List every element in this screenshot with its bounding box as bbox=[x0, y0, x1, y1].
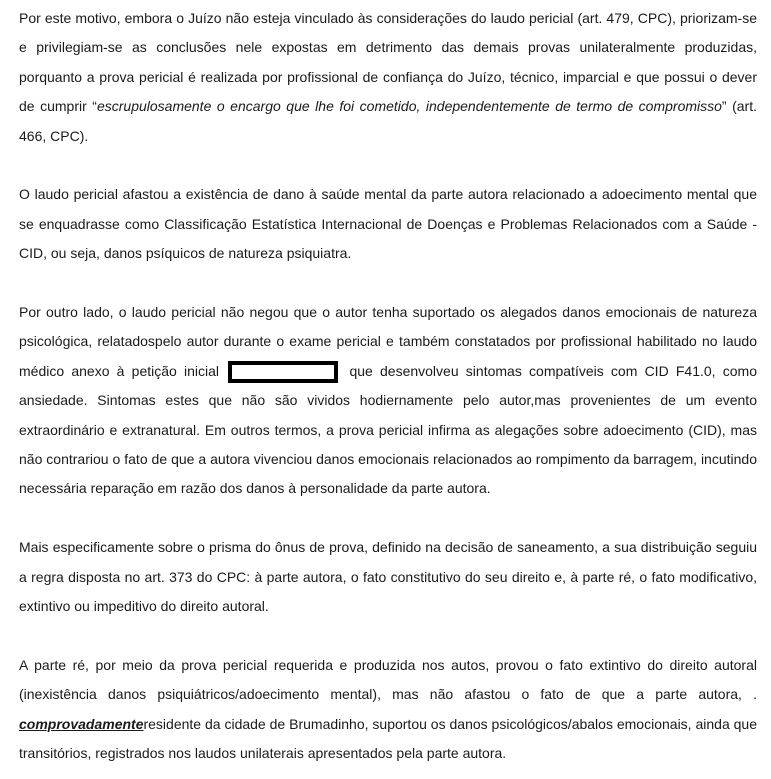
paragraph-spacer bbox=[19, 504, 757, 533]
paragraph-mental-health-damage: O laudo pericial afastou a existência de dano à saúde mental da parte autora relacionado a adoecimento mental que se enquadrasse como Classificação Estatística Internacional de Doenças e Problemas Relacionados com a Saúde - CID, ou seja, danos psíquicos de natureza psiquiatra. bbox=[19, 186, 757, 262]
paragraph-5-after: residente da cidade de Brumadinho, suportou os danos psicológicos/abalos emocionais, ainda que transitórios, registrados nos laudos unilaterais apresentados pela parte autora. bbox=[19, 715, 757, 762]
paragraph-5-before: A parte ré, por meio da prova pericial requerida e produzida nos autos, provou o fato extintivo do direito autoral (inexistência danos psiquiátricos/adoecimento mental), mas não afastou o fato de que a parte autora, . bbox=[19, 656, 757, 703]
paragraph-3-after: que desenvolveu sintomas compatíveis com CID F41.0, como ansiedade. Sintomas estes que não são vividos hodiernamente pelo autor,mas provenientes de um evento extraordinário e extranatural. Em outros termos, a prova pericial infirma as alegações sobre adoecimento (CID), mas não contrariou o fato de que a autora vivenciou danos emocionais relacionados ao rompimento da barragem, incutindo necessária reparação em razão dos danos à personalidade da parte autora. bbox=[19, 362, 758, 497]
paragraph-3-before: Por outro lado, o laudo pericial não negou que o autor tenha suportado os alegados danos emocionais de natureza psicológica, relatadospelo autor durante o exame pericial e também constatados por profissional habilitado no laudo médico anexo à petição inicial bbox=[19, 304, 757, 379]
paragraph-defendant-proof bbox=[19, 651, 757, 769]
paragraph-spacer bbox=[19, 269, 757, 298]
paragraph-spacer bbox=[19, 621, 757, 650]
paragraph-1-outro: ” (art. 466, CPC). bbox=[19, 98, 757, 144]
redaction-box bbox=[228, 361, 338, 383]
paragraph-1-quote: escrupulosamente o encargo que lhe foi cometido, independentemente de termo de compromisso bbox=[96, 98, 722, 115]
document-page bbox=[19, 4, 757, 769]
paragraph-1-intro: Por este motivo, embora o Juízo não esteja vinculado às considerações do laudo pericial (art. 479, CPC), priorizam-se e privilegiam-se as conclusões nele expostas em detrimento das demais provas unilateralmente produzidas, porquanto a prova pericial é realizada por profissional de confiança do Juízo, técnico, imparcial e que possui o dever de cumprir “ bbox=[19, 10, 757, 115]
paragraph-expert-report-preference bbox=[19, 4, 757, 151]
paragraph-spacer bbox=[19, 151, 757, 180]
paragraph-burden-of-proof: Mais especificamente sobre o prisma do ônus de prova, definido na decisão de saneamento, a sua distribuição seguiu a regra disposta no art. 373 do CPC: à parte autora, o fato constitutivo do seu direito e, à parte ré, o fato modificativo, extintivo ou impeditivo do direito autoral. bbox=[19, 539, 757, 615]
emphasized-word: comprovadamente bbox=[19, 715, 144, 732]
paragraph-emotional-damage bbox=[19, 298, 757, 504]
